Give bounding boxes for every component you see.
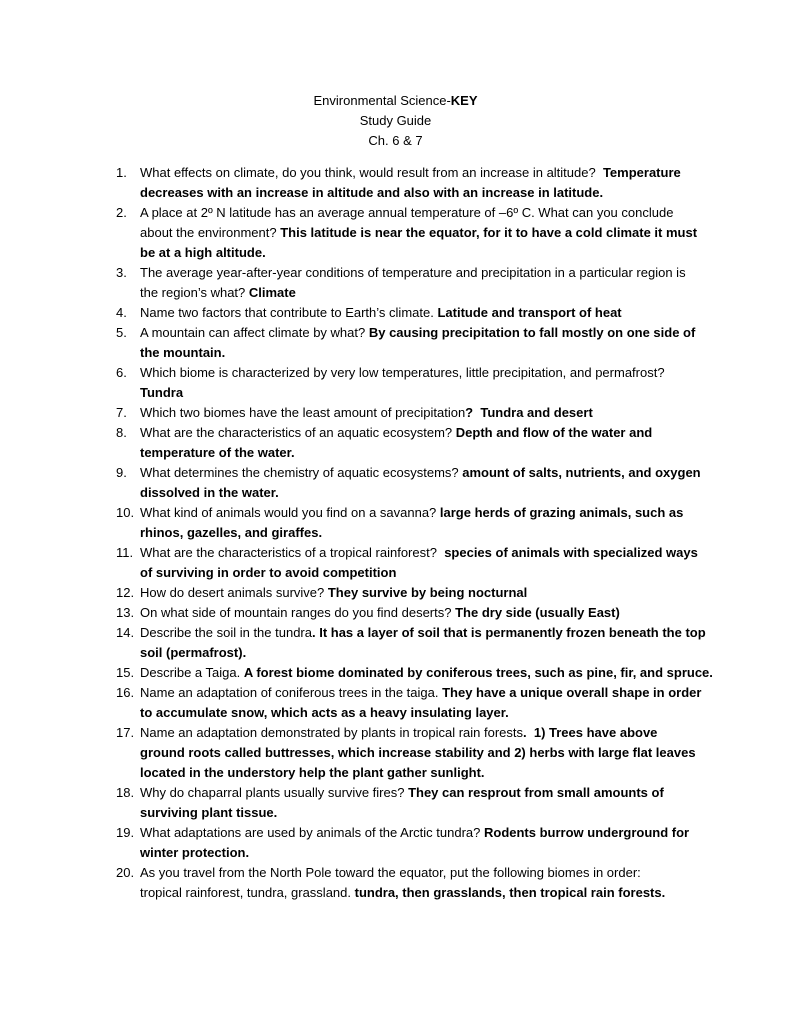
item-number: 5. <box>116 325 127 340</box>
item-line <box>140 323 791 343</box>
item-line <box>140 463 791 483</box>
answer-text: ground roots called buttresses, which increase stability and 2) herbs with large flat leaves <box>140 745 696 760</box>
item-number: 7. <box>116 405 127 420</box>
answer-text: temperature of the water. <box>140 445 295 460</box>
answer-text: Tundra <box>140 385 184 400</box>
item-number: 16. <box>116 685 135 700</box>
item-line <box>140 563 791 583</box>
question-text: A place at 2º N latitude has an average annual temperature of –6º C. What can you conclude <box>140 205 674 220</box>
question-text: What determines the chemistry of aquatic ecosystems? <box>140 465 463 480</box>
item-line <box>140 363 791 383</box>
item-body <box>140 603 791 623</box>
answer-text: This latitude is near the equator, for it to have a cold climate it must <box>280 225 698 240</box>
answer-text: Climate <box>248 285 296 300</box>
question-text: Name an adaptation of coniferous trees in the taiga. <box>140 685 443 700</box>
document-header <box>93 91 698 151</box>
question-text: Describe a Taiga. <box>140 665 244 680</box>
list-item <box>0 863 791 903</box>
item-number: 1. <box>116 165 127 180</box>
item-body <box>140 363 791 403</box>
list-item <box>0 583 791 603</box>
item-number: 4. <box>116 305 127 320</box>
item-body <box>140 163 791 203</box>
list-item <box>0 423 791 463</box>
item-number: 20. <box>116 865 135 880</box>
question-text: How do desert animals survive? <box>140 585 328 600</box>
item-body <box>140 623 791 663</box>
list-item <box>0 403 791 423</box>
answer-text: ? Tundra and desert <box>465 405 593 420</box>
item-body <box>140 723 791 783</box>
item-line <box>140 423 791 443</box>
question-text: As you travel from the North Pole toward the equator, put the following biomes in order: <box>140 865 641 880</box>
item-line <box>140 863 791 883</box>
list-item <box>0 663 791 683</box>
item-line <box>140 223 791 243</box>
answer-text: They have a unique overall shape in order <box>442 685 702 700</box>
answer-text: Rodents burrow underground for <box>483 825 690 840</box>
item-line <box>140 703 791 723</box>
item-body <box>140 203 791 263</box>
item-line <box>140 803 791 823</box>
answer-text: to accumulate snow, which acts as a heavy insulating layer. <box>140 705 509 720</box>
list-item <box>0 463 791 503</box>
list-item <box>0 503 791 543</box>
list-item <box>0 263 791 303</box>
question-text: Name two factors that contribute to Earth’s climate. <box>140 305 438 320</box>
item-line <box>140 623 791 643</box>
item-line <box>140 883 791 903</box>
document-title <box>93 91 698 111</box>
item-body <box>140 863 791 903</box>
item-line <box>140 483 791 503</box>
question-text: tropical rainforest, tundra, grassland. <box>140 885 355 900</box>
question-text: Why do chaparral plants usually survive fires? <box>140 785 409 800</box>
item-line <box>140 603 791 623</box>
item-number: 6. <box>116 365 127 380</box>
list-item <box>0 823 791 863</box>
item-body <box>140 423 791 463</box>
item-line <box>140 723 791 743</box>
item-line <box>140 403 791 423</box>
answer-text: of surviving in order to avoid competition <box>140 565 397 580</box>
item-line <box>140 543 791 563</box>
item-line <box>140 663 791 683</box>
item-number: 8. <box>116 425 127 440</box>
list-item <box>0 163 791 203</box>
item-line <box>140 843 791 863</box>
answer-text: Temperature <box>602 165 681 180</box>
item-number: 2. <box>116 205 127 220</box>
item-line <box>140 503 791 523</box>
answer-text: tundra, then grasslands, then tropical rain forests. <box>354 885 666 900</box>
item-body <box>140 463 791 503</box>
list-item <box>0 363 791 403</box>
answer-text: They can resprout from small amounts of <box>408 785 664 800</box>
answer-text: decreases with an increase in altitude and also with an increase in latitude. <box>140 185 604 200</box>
question-text: What kind of animals would you find on a savanna? <box>140 505 440 520</box>
list-item <box>0 623 791 663</box>
item-line <box>140 763 791 783</box>
list-item <box>0 543 791 583</box>
item-number: 18. <box>116 785 135 800</box>
item-body <box>140 663 791 683</box>
answer-text: Depth and flow of the water and <box>455 425 653 440</box>
answer-text: be at a high altitude. <box>140 245 266 260</box>
item-line <box>140 583 791 603</box>
list-item <box>0 683 791 723</box>
question-text: On what side of mountain ranges do you find deserts? <box>140 605 456 620</box>
question-text: Name an adaptation demonstrated by plants in tropical rain forests <box>140 725 523 740</box>
question-text: the region’s what? <box>140 285 249 300</box>
item-body <box>140 263 791 303</box>
item-body <box>140 543 791 583</box>
list-item <box>0 203 791 263</box>
title-key-label: KEY <box>450 93 478 108</box>
list-item <box>0 303 791 323</box>
answer-text: the mountain. <box>140 345 226 360</box>
item-line <box>140 203 791 223</box>
question-text: What effects on climate, do you think, would result from an increase in altitude? <box>140 165 603 180</box>
item-number: 13. <box>116 605 135 620</box>
item-body <box>140 683 791 723</box>
chapter-label: Ch. 6 & 7 <box>368 133 423 148</box>
list-item <box>0 783 791 823</box>
item-number: 11. <box>116 545 134 560</box>
item-body <box>140 583 791 603</box>
item-line <box>140 783 791 803</box>
answer-text: surviving plant tissue. <box>140 805 278 820</box>
answer-text: winter protection. <box>140 845 250 860</box>
item-line <box>140 283 791 303</box>
item-line <box>140 823 791 843</box>
answer-text: Latitude and transport of heat <box>437 305 622 320</box>
question-text: A mountain can affect climate by what? <box>140 325 369 340</box>
list-item <box>0 603 791 623</box>
question-text: Which biome is characterized by very low temperatures, little precipitation, and permafrost? <box>140 365 665 380</box>
answer-text: soil (permafrost). <box>140 645 247 660</box>
item-line <box>140 443 791 463</box>
answer-text: By causing precipitation to fall mostly on one side of <box>368 325 696 340</box>
item-line <box>140 243 791 263</box>
question-text: Which two biomes have the least amount of precipitation <box>140 405 466 420</box>
question-text: about the environment? <box>140 225 281 240</box>
item-line <box>140 303 791 323</box>
question-text: What adaptations are used by animals of the Arctic tundra? <box>140 825 484 840</box>
list-item <box>0 723 791 783</box>
item-line <box>140 343 791 363</box>
item-body <box>140 783 791 823</box>
item-number: 3. <box>116 265 127 280</box>
item-line <box>140 163 791 183</box>
item-number: 14. <box>116 625 135 640</box>
item-line <box>140 683 791 703</box>
title-text: Environmental Science- <box>313 93 451 108</box>
question-text: Describe the soil in the tundra <box>140 625 312 640</box>
item-number: 17. <box>116 725 135 740</box>
answer-text: A forest biome dominated by coniferous trees, such as pine, fir, and spruce. <box>243 665 713 680</box>
item-line <box>140 743 791 763</box>
item-line <box>140 643 791 663</box>
item-number: 9. <box>116 465 127 480</box>
item-number: 12. <box>116 585 135 600</box>
answer-text: species of animals with specialized ways <box>444 545 698 560</box>
answer-text: . 1) Trees have above <box>523 725 658 740</box>
item-number: 19. <box>116 825 135 840</box>
list-item <box>0 323 791 363</box>
answer-text: The dry side (usually East) <box>455 605 620 620</box>
item-line <box>140 183 791 203</box>
document-subtitle: Study Guide <box>359 113 432 128</box>
answer-text: dissolved in the water. <box>140 485 279 500</box>
item-body <box>140 503 791 543</box>
item-number: 15. <box>116 665 135 680</box>
answer-text: rhinos, gazelles, and giraffes. <box>140 525 323 540</box>
answer-text: amount of salts, nutrients, and oxygen <box>462 465 701 480</box>
answer-text: They survive by being nocturnal <box>327 585 528 600</box>
question-list <box>0 163 791 903</box>
item-number: 10. <box>116 505 135 520</box>
item-line <box>140 263 791 283</box>
item-line <box>140 523 791 543</box>
item-body <box>140 823 791 863</box>
question-text: The average year-after-year conditions of temperature and precipitation in a particular region is <box>140 265 686 280</box>
question-text: What are the characteristics of an aquatic ecosystem? <box>140 425 456 440</box>
item-line <box>140 383 791 403</box>
answer-text: large herds of grazing animals, such as <box>439 505 684 520</box>
answer-text: located in the understory help the plant gather sunlight. <box>140 765 485 780</box>
item-body <box>140 323 791 363</box>
item-body <box>140 303 791 323</box>
question-text: What are the characteristics of a tropical rainforest? <box>140 545 445 560</box>
answer-text: . It has a layer of soil that is permanently frozen beneath the top <box>311 625 706 640</box>
item-body <box>140 403 791 423</box>
